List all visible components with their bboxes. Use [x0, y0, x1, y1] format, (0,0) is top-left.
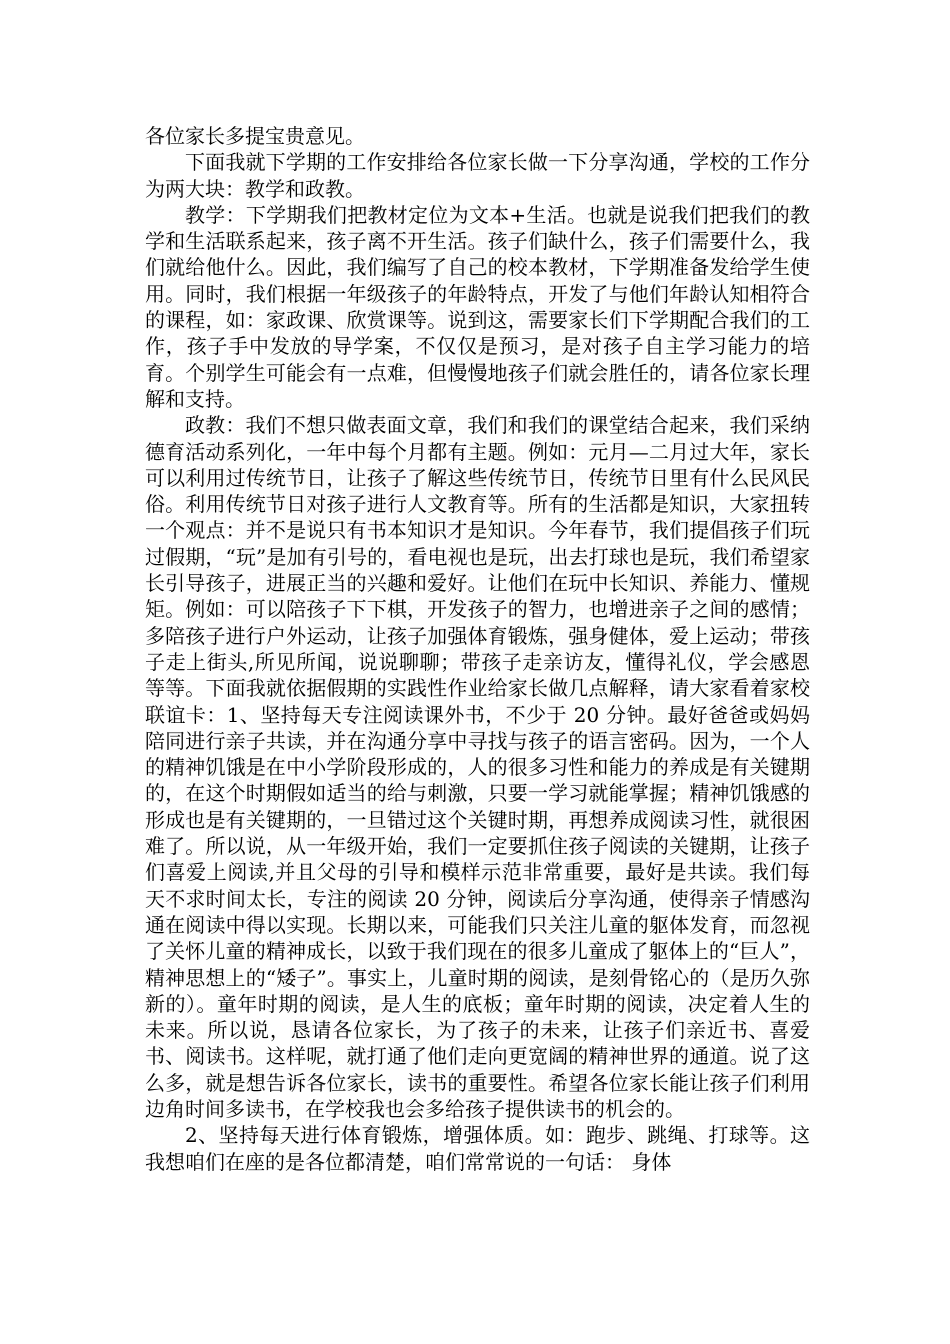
paragraph-teaching: 教学：下学期我们把教材定位为文本+生活。也就是说我们把我们的教学和生活联系起来，孩子离不开生活。孩子们缺什么，孩子们需要什么，我们就给他什么。因此，我们编写了自己的校本教材，下学期准备发给学生使用。同时，我们根据一年级孩子的年龄特点，开发了与他们年龄认知相符合的课程，如：家政课、欣赏课等。说到这，需要家长们下学期配合我们的工作，孩子手中发放的导学案，不仅仅是预习，是对孩子自主学习能力的培育。个别学生可能会有一点难，但慢慢地孩子们就会胜任的，请各位家长理解和支持。	[145, 202, 810, 411]
paragraph-moral-education: 政教：我们不想只做表面文章，我们和我们的课堂结合起来，我们采纳德育活动系列化，一年中每个月都有主题。例如：元月—二月过大年，家长可以利用过传统节日，让孩子了解这些传统节日，传统节日里有什么民风民俗。利用传统节日对孩子进行人文教育等。所有的生活都是知识，大家扭转一个观点：并不是说只有书本知识才是知识。今年春节，我们提倡孩子们玩过假期，“玩”是加有引号的，看电视也是玩，出去打球也是玩，我们希望家长引导孩子，进展正当的兴趣和爱好。让他们在玩中长知识、养能力、懂规矩。例如：可以陪孩子下下棋，开发孩子的智力，也增进亲子之间的感情；多陪孩子进行户外运动，让孩子加强体育锻炼，强身健体，爱上运动；带孩子走上街头,所见所闻，说说聊聊；带孩子走亲访友，懂得礼仪，学会感恩等等。下面我就依据假期的实践性作业给家长做几点解释，请大家看着家校联谊卡：1、坚持每天专注阅读课外书，不少于 20 分钟。最好爸爸或妈妈陪同进行亲子共读，并在沟通分享中寻找与孩子的语言密码。因为，一个人的精神饥饿是在中小学阶段形成的，人的很多习性和能力的养成是有关键期的，在这个时期假如适当的给与刺激，只要一学习就能掌握；精神饥饿感的形成也是有关键期的，一旦错过这个关键时期，再想养成阅读习性，就很困难了。所以说，从一年级开始，我们一定要抓住孩子阅读的关键期，让孩子们喜爱上阅读,并且父母的引导和模样示范非常重要，最好是共读。我们每天不求时间太长，专注的阅读 20 分钟，阅读后分享沟通，使得亲子情感沟通在阅读中得以实现。长期以来，可能我们只关注儿童的躯体发育，而忽视了关怀儿童的精神成长，以致于我们现在的很多儿童成了躯体上的“巨人”，精神思想上的“矮子”。事实上，儿童时期的阅读，是刻骨铭心的（是历久弥新的）。童年时期的阅读，是人生的底板；童年时期的阅读，决定着人生的未来。所以说，恳请各位家长，为了孩子的未来，让孩子们亲近书、喜爱书、阅读书。这样呢，就打通了他们走向更宽阔的精神世界的通道。说了这么多，就是想告诉各位家长，读书的重要性。希望各位家长能让孩子们利用边角时间多读书，在学校我也会多给孩子提供读书的机会的。	[145, 413, 810, 1121]
paragraph-intro: 下面我就下学期的工作安排给各位家长做一下分享沟通，学校的工作分为两大块：教学和政教。	[145, 150, 810, 201]
paragraph-closing-remark: 各位家长多提宝贵意见。	[145, 124, 365, 148]
document-body	[145, 123, 810, 1175]
paragraph-physical-exercise: 2、坚持每天进行体育锻炼，增强体质。如：跑步、跳绳、打球等。这我想咱们在座的是各位都清楚，咱们常常说的一句话： 身体	[145, 1123, 810, 1174]
